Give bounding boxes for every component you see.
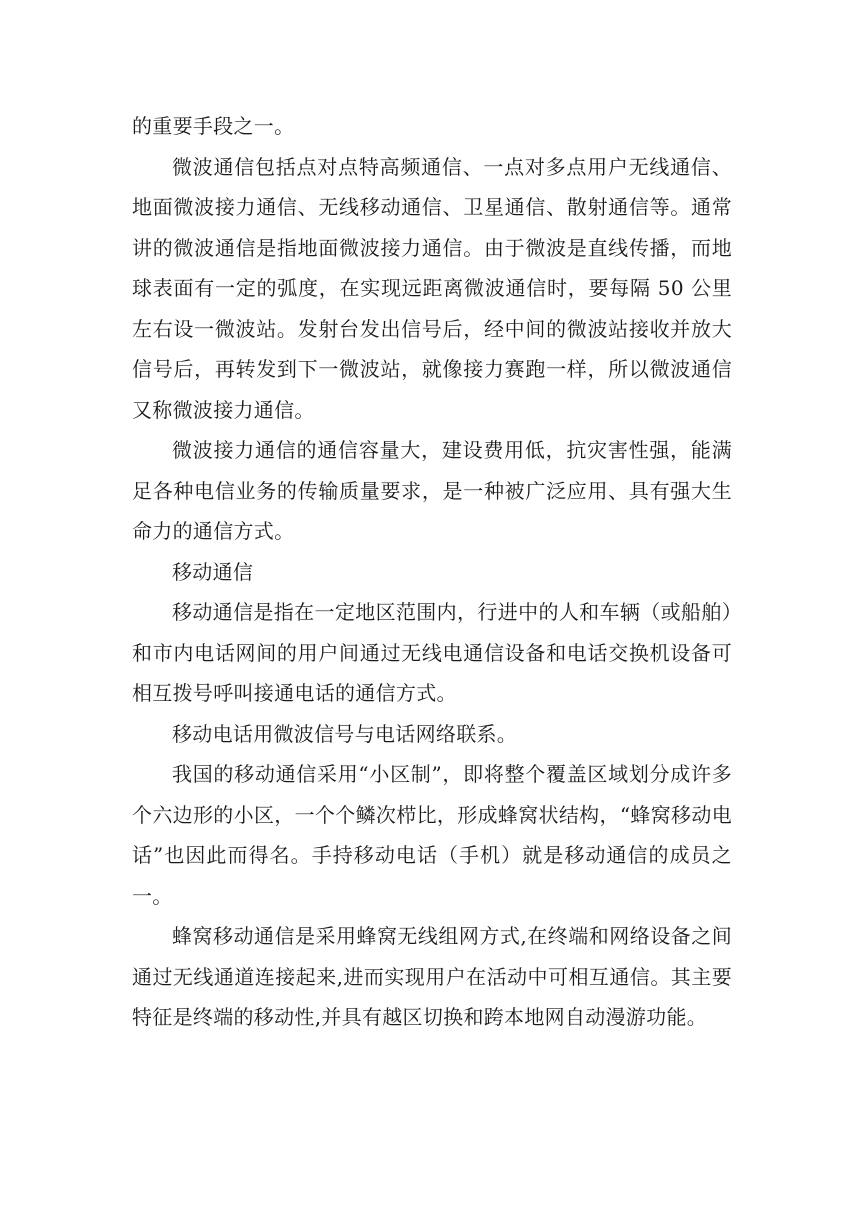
paragraph-cellular-features: 蜂窝移动通信是采用蜂窝无线组网方式,在终端和网络设备之间通过无线通道连接起来,进而实现用户在活动中可相互通信。其主要特征是终端的移动性,并具有越区切换和跨本地网自动漫游功能。	[132, 924, 732, 1029]
paragraph-mobile-definition: 移动通信是指在一定地区范围内，行进中的人和车辆（或船舶）和市内电话网间的用户间通过无线电通信设备和电话交换机设备可相互拨号呼叫接通电话的通信方式。	[132, 600, 732, 705]
document-page	[132, 106, 732, 1038]
paragraph-continuation: 的重要手段之一。	[132, 114, 295, 138]
paragraph-microwave-advantages: 微波接力通信的通信容量大，建设费用低，抗灾害性强，能满足各种电信业务的传输质量要求，是一种被广泛应用、具有强大生命力的通信方式。	[132, 438, 732, 543]
paragraph-mobile-signal: 移动电话用微波信号与电话网络联系。	[172, 721, 518, 746]
paragraph-microwave-types: 微波通信包括点对点特高频通信、一点对多点用户无线通信、地面微波接力通信、无线移动通信、卫星通信、散射通信等。通常讲的微波通信是指地面微波接力通信。由于微波是直线传播，而地球表面有一定的弧度，在实现远距离微波通信时，要每隔 50 公里左右设一微波站。发射台发出信号后，经中间的微波站接收并放大信号后，再转发到下一微波站，就像接力赛跑一样，所以微波通信又称微波接力通信。	[132, 154, 732, 422]
section-heading-mobile: 移动通信	[172, 559, 254, 584]
paragraph-cell-system: 我国的移动通信采用“小区制”，即将整个覆盖区域划分成许多个六边形的小区，一个个鳞次栉比，形成蜂窝状结构，“蜂窝移动电话”也因此而得名。手持移动电话（手机）就是移动通信的成员之一。	[132, 762, 732, 908]
